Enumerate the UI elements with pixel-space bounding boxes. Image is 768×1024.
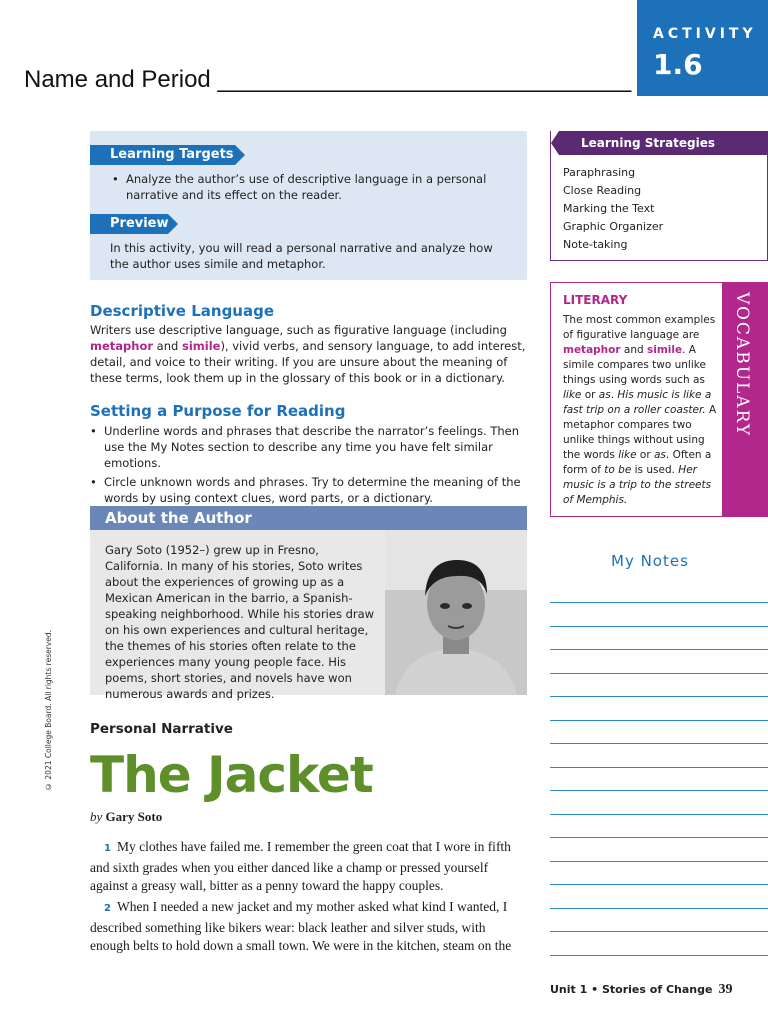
note-line bbox=[550, 649, 768, 650]
strategy-item: Marking the Text bbox=[563, 202, 655, 215]
note-line bbox=[550, 931, 768, 932]
note-line bbox=[550, 767, 768, 768]
name-and-period-field: Name and Period _______________________________ bbox=[24, 66, 632, 93]
genre-label: Personal Narrative bbox=[90, 721, 233, 737]
note-line bbox=[550, 955, 768, 956]
strategies-list bbox=[563, 164, 663, 254]
page-number: 39 bbox=[718, 982, 733, 997]
intro-panel bbox=[90, 131, 527, 280]
activity-badge bbox=[637, 0, 768, 96]
note-line bbox=[550, 908, 768, 909]
story-paragraph: 1 My clothes have failed me. I remember the green coat that I wore in fifth and sixth grades when you either danced like a champ or pressed yourself against a greasy wall, bitter as a penny toward the happy couples. bbox=[90, 839, 511, 893]
about-author-heading: About the Author bbox=[90, 506, 527, 530]
byline: by Gary Soto bbox=[90, 809, 163, 824]
my-notes-heading: My Notes bbox=[611, 552, 689, 570]
note-line bbox=[550, 673, 768, 674]
bullet-icon: • bbox=[90, 424, 97, 438]
author-name: Gary Soto bbox=[105, 809, 163, 824]
bullet-icon: • bbox=[90, 475, 97, 489]
about-author-text: Gary Soto (1952–) grew up in Fresno, California. In many of his stories, Soto writes about the experiences of growing up as a Mexican American in the barrio, a Spanish-speaking neighborhood. While his stories draw on his own experiences and cultural heritage, the themes of his stories often relate to the experiences many young people face. His poems, short stories, and novels have won numerous awards and prizes. bbox=[105, 543, 375, 701]
keyword-metaphor: metaphor bbox=[90, 339, 154, 353]
activity-label: ACTIVITY bbox=[653, 26, 757, 42]
purpose-heading: Setting a Purpose for Reading bbox=[90, 402, 346, 420]
author-photo bbox=[385, 530, 527, 695]
strategy-item: Close Reading bbox=[563, 184, 642, 197]
vocabulary-category: LITERARY bbox=[563, 293, 628, 307]
descriptive-language-heading: Descriptive Language bbox=[90, 302, 275, 320]
purpose-item: • Circle unknown words and phrases. Try to determine the meaning of the words by using context clues, word parts, or a dictionary. bbox=[90, 475, 521, 505]
portrait-image bbox=[385, 530, 527, 695]
descriptive-language-text: Writers use descriptive language, such as figurative language (including metaphor and simile), vivid verbs, and sensory language, to add interest, detail, and voice to their writing. If you are unsure about the meaning of these terms, look them up in the glossary of this book or in a dictionary. bbox=[90, 323, 526, 385]
note-line bbox=[550, 884, 768, 885]
unit-label: Unit 1 bbox=[550, 983, 588, 996]
paragraph-number: 2 bbox=[104, 903, 111, 914]
paragraph-number: 1 bbox=[104, 843, 111, 854]
vocabulary-side-label: VOCABULARY bbox=[732, 292, 752, 438]
learning-targets-list bbox=[112, 171, 512, 203]
copyright-notice: © 2021 College Board. All rights reserved. bbox=[44, 630, 53, 791]
activity-number: 1.6 bbox=[653, 48, 703, 81]
keyword-simile: simile bbox=[181, 339, 221, 353]
bullet-icon: • bbox=[112, 172, 119, 186]
purpose-item: • Underline words and phrases that describe the narrator’s feelings. Then use the My Notes section to describe any time you have felt similar emotions. bbox=[90, 424, 520, 470]
preview-text: In this activity, you will read a personal narrative and analyze how the author uses simile and metaphor. bbox=[110, 241, 493, 271]
strategy-item: Note-taking bbox=[563, 238, 628, 251]
preview-heading: Preview bbox=[90, 214, 168, 234]
note-line bbox=[550, 837, 768, 838]
strategy-item: Graphic Organizer bbox=[563, 220, 664, 233]
learning-strategies-panel bbox=[550, 131, 768, 261]
learning-target-item: • Analyze the author’s use of descriptive language in a personal narrative and its effect on the reader. bbox=[112, 172, 487, 202]
note-line bbox=[550, 602, 768, 603]
strategy-item: Paraphrasing bbox=[563, 166, 636, 179]
note-line bbox=[550, 743, 768, 744]
note-line bbox=[550, 861, 768, 862]
page-footer bbox=[550, 982, 732, 998]
vocabulary-panel bbox=[550, 282, 723, 517]
purpose-list bbox=[90, 423, 526, 506]
learning-targets-heading: Learning Targets bbox=[90, 145, 235, 165]
note-line bbox=[550, 720, 768, 721]
vocabulary-side-tab bbox=[723, 282, 768, 517]
story-title: The Jacket bbox=[90, 746, 373, 804]
unit-title: Stories of Change bbox=[602, 983, 713, 996]
keyword-metaphor: metaphor bbox=[563, 344, 621, 356]
note-line bbox=[550, 814, 768, 815]
learning-strategies-heading: Learning Strategies bbox=[559, 131, 768, 155]
story-paragraph: 2 When I needed a new jacket and my mother asked what kind I wanted, I described something like bikers wear: black leather and silver studs, with enough belts to hold down a small town. We were in the kitchen, steam on the bbox=[90, 899, 512, 953]
vocabulary-definition: The most common examples of figurative language are metaphor and simile. A simile compares two unlike things using words such as like or as. His music is like a fast trip on a roller coaster. A metaphor compares two unlike things without using the words like or as. Often a form of to be is used. Her music is a trip to the streets of Memphis. bbox=[563, 314, 717, 506]
note-line bbox=[550, 790, 768, 791]
keyword-simile: simile bbox=[647, 344, 683, 356]
note-line bbox=[550, 696, 768, 697]
note-line bbox=[550, 626, 768, 627]
footer-bullet: • bbox=[591, 983, 599, 996]
